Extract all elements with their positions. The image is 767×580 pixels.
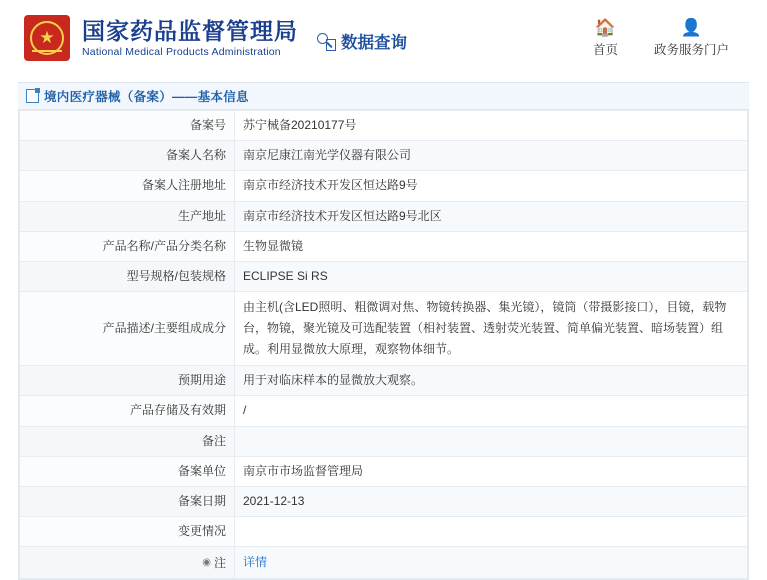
emblem-bar [32, 50, 62, 52]
table-row [20, 547, 748, 579]
table-row [20, 292, 748, 366]
detail-link[interactable]: 详情 [243, 554, 268, 569]
table-row-value: 南京尼康江南光学仪器有限公司 [235, 141, 748, 171]
table-row-value: 用于对临床样本的显微放大观察。 [235, 366, 748, 396]
org-title-block [82, 18, 298, 58]
table-row-label: 备案人名称 [20, 141, 235, 171]
page-header [0, 0, 767, 76]
table-row-label: 备注 [20, 426, 235, 456]
table-row-label: 备案单位 [20, 456, 235, 486]
home-icon: 🏠 [594, 17, 617, 37]
header-nav [593, 18, 743, 58]
emblem-star: ★ [39, 28, 55, 48]
record-detail-table [18, 110, 749, 580]
nav-item-gov-portal-label: 政务服务门户 [653, 43, 729, 57]
table-row-value: / [235, 396, 748, 426]
table-row-label [20, 547, 235, 579]
table-row [20, 141, 748, 171]
table-row-label: 产品描述/主要组成成分 [20, 292, 235, 366]
nav-item-home-label: 首页 [592, 43, 618, 57]
table-row-value: ECLIPSE Si RS [235, 261, 748, 291]
table-row-value: 南京市经济技术开发区恒达路9号北区 [235, 201, 748, 231]
table-row-label: 产品名称/产品分类名称 [20, 231, 235, 261]
table-row-label-text: 注 [213, 555, 226, 570]
table-row [20, 111, 748, 141]
table-row-value: 2021-12-13 [235, 486, 748, 516]
table-row-label: 变更情况 [20, 517, 235, 547]
search-document-icon [316, 31, 336, 51]
data-query-link[interactable] [316, 23, 407, 53]
table-row-label: 备案人注册地址 [20, 171, 235, 201]
national-emblem-icon [24, 15, 70, 61]
detail-table [19, 110, 748, 579]
note-label-wrap [202, 554, 226, 573]
table-row-value: 南京市经济技术开发区恒达路9号 [235, 171, 748, 201]
user-icon: 👤 [680, 17, 703, 37]
table-row-value: 南京市市场监督管理局 [235, 456, 748, 486]
document-icon [26, 89, 39, 103]
org-name-cn: 国家药品监督管理局 [82, 17, 298, 44]
table-row-value[interactable] [235, 547, 748, 579]
section-title-bar [18, 82, 749, 110]
table-row-label: 备案号 [20, 111, 235, 141]
table-row-value [235, 517, 748, 547]
table-row [20, 486, 748, 516]
data-query-label: 数据查询 [341, 34, 407, 52]
table-row-value: 生物显微镜 [235, 231, 748, 261]
org-name-en: National Medical Products Administration [82, 46, 281, 59]
table-row [20, 396, 748, 426]
table-row [20, 201, 748, 231]
nav-item-gov-portal[interactable] [654, 18, 729, 58]
table-row [20, 366, 748, 396]
table-row [20, 426, 748, 456]
table-row-value: 苏宁械备20210177号 [235, 111, 748, 141]
table-row [20, 456, 748, 486]
table-row-label: 生产地址 [20, 201, 235, 231]
table-row [20, 261, 748, 291]
table-row [20, 231, 748, 261]
table-row-value [235, 426, 748, 456]
table-row-label: 备案日期 [20, 486, 235, 516]
nav-item-home[interactable] [593, 18, 618, 58]
table-row [20, 517, 748, 547]
document-fold [35, 88, 40, 93]
table-row [20, 171, 748, 201]
table-row-value: 由主机(含LED照明、粗微调对焦、物镜转换器、集光镜），镜筒（带摄影接口），目镜，载物台，物镜，聚光镜及可选配装置（相衬装置、透射荧光装置、简单偏光装置、暗场装置）组成。利用显微放大原理，观察物体细节。 [235, 292, 748, 366]
table-row-label: 型号规格/包装规格 [20, 261, 235, 291]
bullet-icon: ◉ [202, 557, 211, 569]
page-title: 境内医疗器械（备案）——基本信息 [44, 90, 249, 104]
table-row-label: 预期用途 [20, 366, 235, 396]
table-row-label: 产品存储及有效期 [20, 396, 235, 426]
